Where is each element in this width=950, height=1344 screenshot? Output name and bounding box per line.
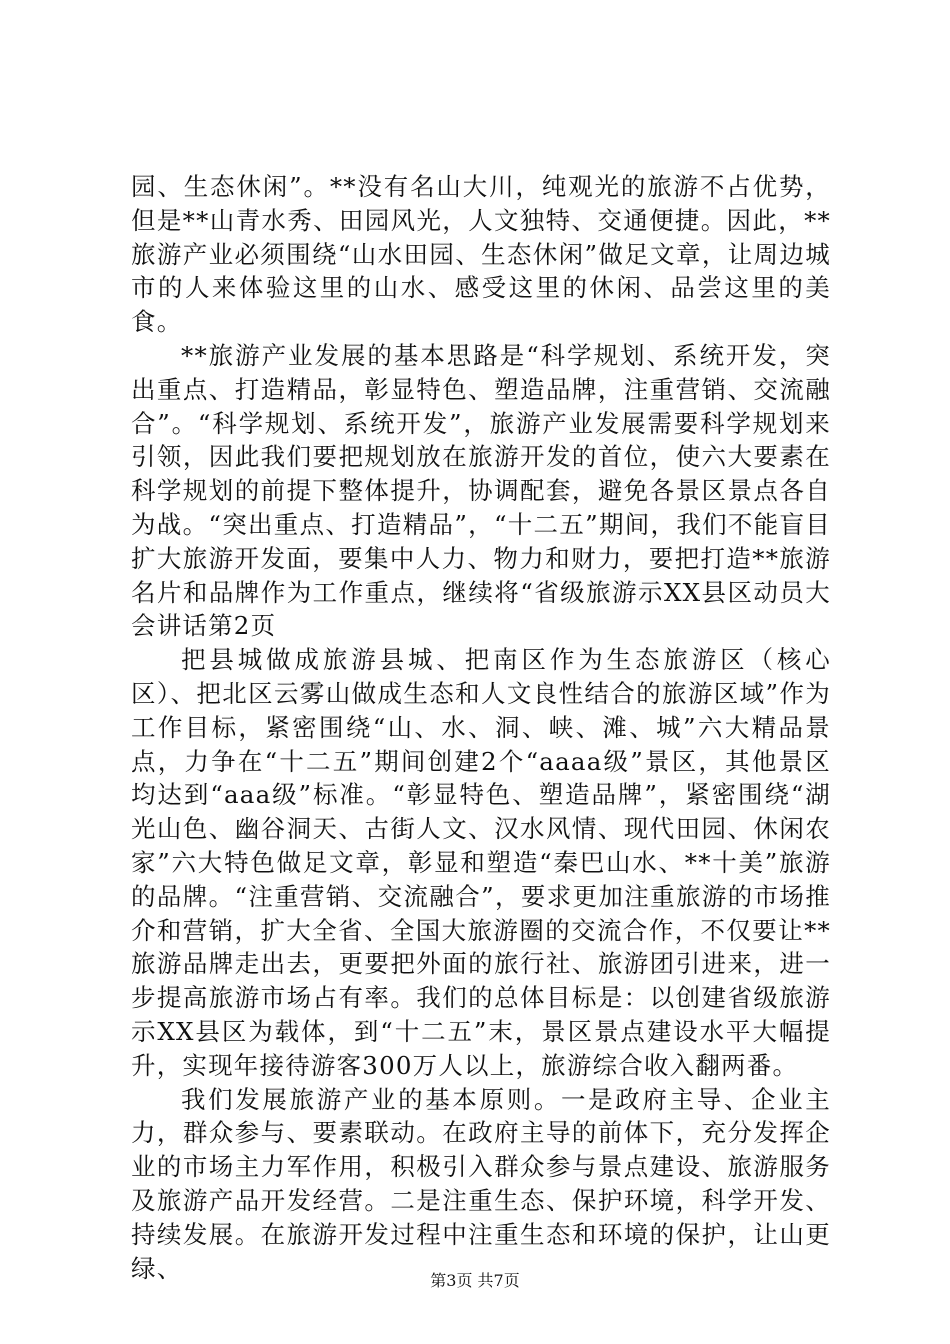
paragraph-4: 我们发展旅游产业的基本原则。一是政府主导、企业主力，群众参与、要素联动。在政府主导的前体下，充分发挥企业的市场主力军作用，积极引入群众参与景点建设、旅游服务及旅游产品开发经营。二是注重生态、保护环境，科学开发、持续发展。在旅游开发过程中注重生态和环境的保护，让山更绿、 xyxy=(131,1084,831,1283)
page-footer: 第3页 共7页 xyxy=(430,1271,520,1290)
paragraph-1: 园、生态休闲”。**没有名山大川，纯观光的旅游不占优势，但是**山青水秀、田园风光，人文独特、交通便捷。因此，**旅游产业必须围绕“山水田园、生态休闲”做足文章，让周边城市的人来体验这里的山水、感受这里的休闲、品尝这里的美食。 xyxy=(131,172,831,337)
paragraph-2: **旅游产业发展的基本思路是“科学规划、系统开发，突出重点、打造精品，彰显特色、塑造品牌，注重营销、交流融合”。“科学规划、系统开发”，旅游产业发展需要科学规划来引领，因此我们要把规划放在旅游开发的首位，使六大要素在科学规划的前提下整体提升，协调配套，避免各景区景点各自为战。“突出重点、打造精品”，“十二五”期间，我们不能盲目扩大旅游开发面，要集中人力、物力和财力，要把打造**旅游名片和品牌作为工作重点，继续将“省级旅游示XX县区动员大会讲话第2页 xyxy=(131,340,831,641)
paragraph-3: 把县城做成旅游县城、把南区作为生态旅游区（核心区）、把北区云雾山做成生态和人文良性结合的旅游区域”作为工作目标，紧密围绕“山、水、洞、峡、滩、城”六大精品景点，力争在“十二五”期间创建2个“aaaa级”景区，其他景区均达到“aaa级”标准。“彰显特色、塑造品牌”，紧密围绕“湖光山色、幽谷洞天、古街人文、汉水风情、现代田园、休闲农家”六大特色做足文章，彰显和塑造“秦巴山水、**十美”旅游的品牌。“注重营销、交流融合”，要求更加注重旅游的市场推介和营销，扩大全省、全国大旅游圈的交流合作，不仅要让**旅游品牌走出去，更要把外面的旅行社、旅游团引进来，进一步提高旅游市场占有率。我们的总体目标是：以创建省级旅游示XX县区为载体，到“十二五”末，景区景点建设水平大幅提升，实现年接待游客300万人以上，旅游综合收入翻两番。 xyxy=(131,645,831,1080)
document-body xyxy=(131,170,831,1285)
